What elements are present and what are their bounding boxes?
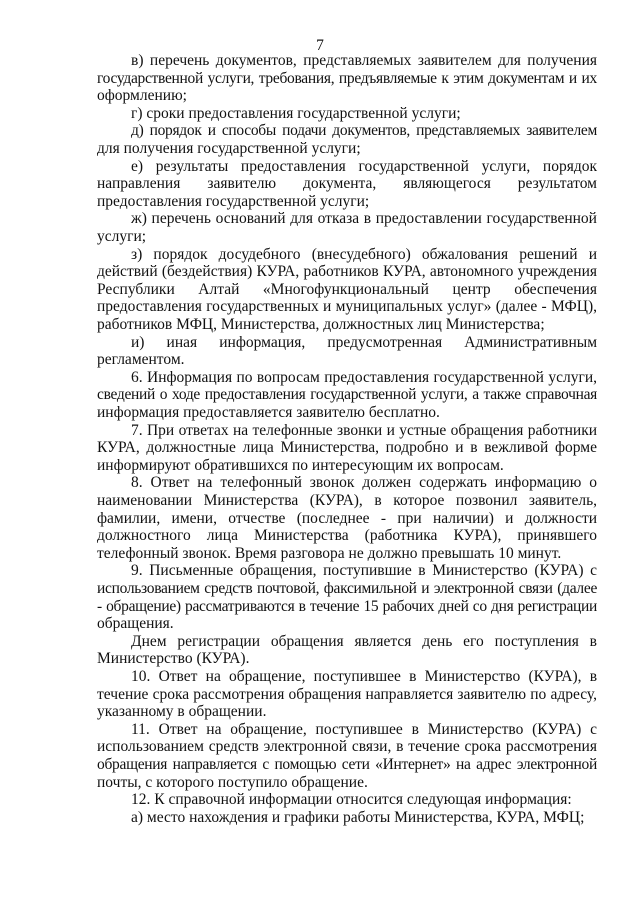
text-line: 9. Письменные обращения, поступившие в Министерство (КУРА) с xyxy=(131,562,597,580)
page-number: 7 xyxy=(316,37,324,54)
text-line: д) порядок и способы подачи документов, представляемых заявителем xyxy=(131,122,598,140)
text-line: государственной услуги, требования, предъявляемые к этим документам и их xyxy=(97,69,597,87)
text-line: для получения государственной услуги; xyxy=(97,140,361,157)
text-line: КУРА, должностные лица Министерства, подробно и в вежливой форме xyxy=(97,439,597,457)
text-line: - обращение) рассматриваются в течение 15 рабочих дней со дня регистрации xyxy=(97,597,598,615)
text-line: ж) перечень оснований для отказа в предоставлении государственной xyxy=(131,210,597,228)
text-line: указанному в обращении. xyxy=(97,703,267,721)
text-line: е) результаты предоставления государственной услуги, порядок xyxy=(131,157,598,175)
text-line: обращения. xyxy=(97,615,174,633)
text-line: использованием средств электронной связи, в течение срока рассмотрения xyxy=(97,738,597,756)
text-line: работников МФЦ, Министерства, должностных лиц Министерства; xyxy=(97,316,545,333)
text-line: оформлению; xyxy=(97,87,187,105)
text-line: г) сроки предоставления государственной услуги; xyxy=(131,104,461,122)
text-line: услуги; xyxy=(97,228,147,245)
text-line: обращения направляется с помощью сети «Интернет» на адрес электронной xyxy=(97,756,597,773)
text-line: сведений о ходе предоставления государственной услуги, а также справочная xyxy=(97,386,597,404)
text-line: Республики Алтай «Многофункциональный центр обеспечения xyxy=(97,280,597,298)
text-line: фамилии, имени, отчестве (последнее - при наличии) и должности xyxy=(97,509,598,527)
text-line: в) перечень документов, представляемых заявителем для получения xyxy=(131,52,597,69)
text-line: и) иная информация, предусмотренная Административным xyxy=(131,333,598,351)
text-line: 8. Ответ на телефонный звонок должен содержать информацию о xyxy=(131,474,597,492)
text-line: телефонный звонок. Время разговора не должно превышать 10 минут. xyxy=(97,544,562,562)
text-line: предоставления государственных и муниципальных услуг» (далее - МФЦ), xyxy=(97,298,598,316)
text-line: Днем регистрации обращения является день его поступления в xyxy=(131,632,597,650)
text-line: использованием средств почтовой, факсимильной и электронной связи (далее xyxy=(97,580,598,597)
text-line: течение срока рассмотрения обращения направляется заявителю по адресу, xyxy=(97,685,597,703)
text-line: 7. При ответах на телефонные звонки и устные обращения работники xyxy=(131,421,598,439)
text-line: 11. Ответ на обращение, поступившее в Министерство (КУРА) с xyxy=(131,720,598,738)
text-line: наименовании Министерства (КУРА), в которое позвонил заявитель, xyxy=(97,492,598,509)
text-line: информируют обратившихся по интересующим их вопросам. xyxy=(97,456,504,474)
text-line: з) порядок досудебного (внесудебного) обжалования решений и xyxy=(131,245,598,263)
text-line: действий (бездействия) КУРА, работников КУРА, автономного учреждения xyxy=(97,263,598,281)
text-line: Министерство (КУРА). xyxy=(97,650,250,668)
text-line: должностного лица Министерства (работника КУРА), принявшего xyxy=(97,527,598,545)
text-line: регламентом. xyxy=(97,351,185,369)
text-line: предоставления государственной услуги; xyxy=(97,192,370,210)
text-line: 10. Ответ на обращение, поступившее в Министерство (КУРА), в xyxy=(131,668,598,685)
text-line: почты, с которого поступило обращение. xyxy=(97,773,368,791)
text-line: информация предоставляется заявителю бесплатно. xyxy=(97,404,440,421)
text-line: 6. Информация по вопросам предоставления государственной услуги, xyxy=(131,368,598,386)
text-line: 12. К справочной информации относится следующая информация: xyxy=(131,791,572,809)
text-line: а) место нахождения и графики работы Министерства, КУРА, МФЦ; xyxy=(131,808,585,826)
text-line: направления заявителю документа, являющегося результатом xyxy=(97,175,597,193)
